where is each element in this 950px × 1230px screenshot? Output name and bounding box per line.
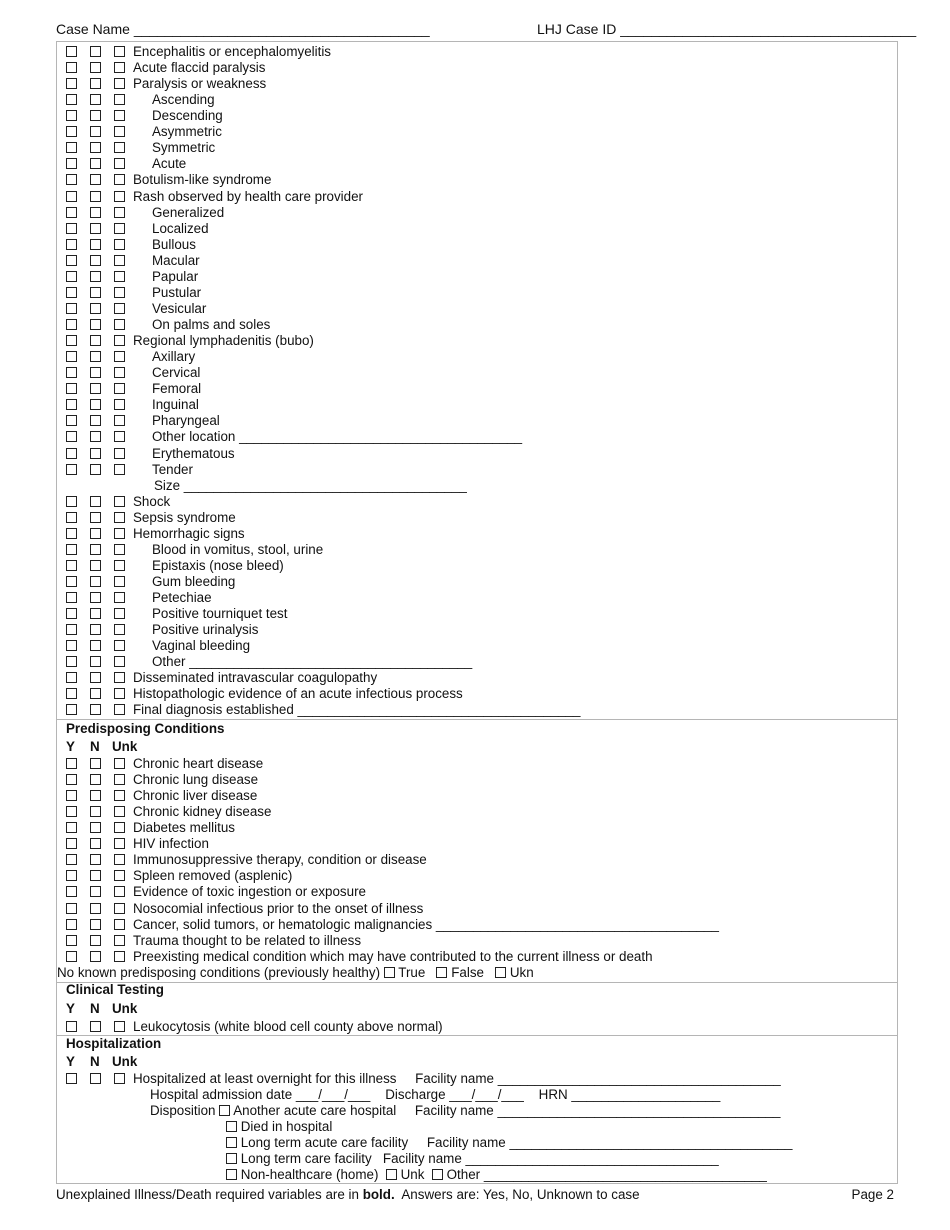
unknown-checkbox[interactable] [114,142,125,153]
unknown-checkbox[interactable] [114,191,125,202]
ynu-n: N [90,1001,100,1016]
clinical-title: Clinical Testing [66,982,164,997]
condition-label: Chronic lung disease [133,772,259,788]
discharge-label: Discharge [385,1087,446,1102]
symptom-label: Paralysis or weakness [133,76,267,92]
condition-label: Nosocomial infectious prior to the onset of illness [133,900,424,916]
yes-checkbox[interactable] [66,142,77,153]
yes-checkbox[interactable] [66,303,77,314]
symptom-label: Symmetric [152,140,216,156]
section-divider [57,982,897,983]
symptom-label: Sepsis syndrome [133,509,236,525]
symptom-label: On palms and soles [152,317,271,333]
unknown-checkbox[interactable] [114,464,125,475]
no-checkbox[interactable] [90,239,101,250]
yes-checkbox[interactable] [66,903,77,914]
acute-care-checkbox[interactable] [219,1105,230,1116]
died-checkbox[interactable] [226,1121,237,1132]
ynu-y: Y [66,1054,75,1069]
no-checkbox[interactable] [90,592,101,603]
unknown-checkbox[interactable] [114,367,125,378]
case-name-label: Case Name [56,21,130,37]
home-checkbox[interactable] [226,1169,237,1180]
condition-label: HIV infection [133,836,209,852]
unknown-checkbox[interactable] [114,431,125,442]
no-checkbox[interactable] [90,367,101,378]
symptom-label: Inguinal [152,397,199,413]
condition-label: Spleen removed (asplenic) [133,868,293,884]
yes-checkbox[interactable] [66,399,77,410]
unknown-checkbox[interactable] [114,790,125,801]
unknown-checkbox[interactable] [114,935,125,946]
no-checkbox[interactable] [90,431,101,442]
ltac-label: Long term acute care facility [240,1135,409,1150]
unknown-checkbox[interactable] [114,239,125,250]
unknown-checkbox[interactable] [114,1073,125,1084]
unknown-checkbox[interactable] [114,383,125,394]
no-checkbox[interactable] [90,758,101,769]
ukn-label: Ukn [509,965,534,980]
unknown-checkbox[interactable] [114,774,125,785]
unknown-checkbox[interactable] [114,303,125,314]
unknown-checkbox[interactable] [114,335,125,346]
condition-label: Chronic heart disease [133,756,264,771]
condition-label: Evidence of toxic ingestion or exposure [133,884,366,900]
unknown-checkbox[interactable] [114,351,125,362]
symptom-label: Macular [152,252,200,268]
unknown-checkbox[interactable] [114,1021,125,1032]
yes-checkbox[interactable] [66,239,77,250]
lhj-case-id-blank[interactable]: ______________________________________ [620,21,917,37]
facility-name-label: Facility name [414,1103,494,1118]
yes-checkbox[interactable] [66,383,77,394]
symptom-label: Final diagnosis established ______________________________________ [133,702,581,718]
no-checkbox[interactable] [90,287,101,298]
no-checkbox[interactable] [90,464,101,475]
symptom-label: Pharyngeal [152,413,220,429]
symptom-label: Other ______________________________________ [152,654,473,670]
unknown-checkbox[interactable] [114,207,125,218]
unknown-checkbox[interactable] [114,822,125,833]
yes-checkbox[interactable] [66,431,77,442]
yes-checkbox[interactable] [66,544,77,555]
case-name-blank[interactable]: ______________________________________ [133,21,430,37]
yes-checkbox[interactable] [66,158,77,169]
unknown-checkbox[interactable] [114,255,125,266]
unknown-checkbox[interactable] [114,271,125,282]
footer-note [56,1187,640,1203]
unknown-checkbox[interactable] [114,592,125,603]
unknown-checkbox[interactable] [114,854,125,865]
discharge-date-blank[interactable]: ___/___/___ [449,1087,524,1102]
symptom-label: Epistaxis (nose bleed) [152,557,284,573]
no-checkbox[interactable] [90,951,101,962]
leukocytosis-label: Leukocytosis (white blood cell county above normal) [133,1019,443,1034]
unknown-checkbox[interactable] [114,62,125,73]
yes-checkbox[interactable] [66,704,77,715]
yes-checkbox[interactable] [66,351,77,362]
unknown-checkbox[interactable] [114,78,125,89]
disposition-died-row [226,1119,332,1135]
yes-checkbox[interactable] [66,560,77,571]
no-checkbox[interactable] [90,640,101,651]
yes-checkbox[interactable] [66,191,77,202]
no-checkbox[interactable] [90,919,101,930]
facility-name-label: Facility name [426,1135,506,1150]
symptom-label: Shock [133,493,171,509]
unknown-checkbox[interactable] [114,624,125,635]
no-checkbox[interactable] [90,223,101,234]
condition-label: Trauma thought to be related to illness [133,932,362,948]
unknown-checkbox[interactable] [114,886,125,897]
disposition-acute-row [150,1103,780,1119]
ynu-unk: Unk [112,1001,138,1016]
no-checkbox[interactable] [90,94,101,105]
admission-date-blank[interactable]: ___/___/___ [295,1087,371,1102]
yes-checkbox[interactable] [66,496,77,507]
home-other-blank[interactable]: ______________________________________ [483,1167,767,1182]
true-checkbox[interactable] [384,967,395,978]
unknown-checkbox[interactable] [114,399,125,410]
no-checkbox[interactable] [90,415,101,426]
yes-checkbox[interactable] [66,94,77,105]
condition-label: Chronic liver disease [133,788,258,804]
no-checkbox[interactable] [90,399,101,410]
no-checkbox[interactable] [90,544,101,555]
yes-checkbox[interactable] [66,838,77,849]
unknown-checkbox[interactable] [114,496,125,507]
acute-care-label: Another acute care hospital [233,1103,397,1118]
yes-checkbox[interactable] [66,448,77,459]
facility-name-blank[interactable]: ______________________________________ [497,1103,781,1118]
unknown-checkbox[interactable] [114,448,125,459]
no-known-label: No known predisposing conditions (previously healthy) [57,965,381,980]
symptom-label: Ascending [152,92,215,108]
no-checkbox[interactable] [90,191,101,202]
unknown-checkbox[interactable] [114,512,125,523]
lhj-case-id-label: LHJ Case ID [537,21,617,37]
yes-checkbox[interactable] [66,46,77,57]
yes-checkbox[interactable] [66,335,77,346]
home-other-label: Other [446,1167,481,1182]
unknown-checkbox[interactable] [114,544,125,555]
no-known-conditions-row [57,965,534,981]
predisposing-title: Predisposing Conditions [66,721,225,736]
no-checkbox[interactable] [90,255,101,266]
ltac-checkbox[interactable] [226,1137,237,1148]
no-checkbox[interactable] [90,576,101,587]
facility-name-blank[interactable]: ______________________________________ [497,1071,781,1086]
unknown-checkbox[interactable] [114,126,125,137]
no-checkbox[interactable] [90,142,101,153]
yes-checkbox[interactable] [66,919,77,930]
unknown-checkbox[interactable] [114,608,125,619]
unknown-checkbox[interactable] [114,951,125,962]
yes-checkbox[interactable] [66,287,77,298]
footer-note-plain: Unexplained Illness/Death required variables are in [56,1187,359,1202]
symptom-label: Pustular [152,284,202,300]
symptom-label: Regional lymphadenitis (bubo) [133,333,314,349]
no-checkbox[interactable] [90,158,101,169]
no-checkbox[interactable] [90,704,101,715]
no-checkbox[interactable] [90,903,101,914]
symptom-label: Erythematous [152,445,235,461]
page-number: Page 2 [851,1187,894,1202]
ynu-y: Y [66,739,75,754]
no-checkbox[interactable] [90,271,101,282]
disposition-ltc-row [226,1151,719,1167]
symptom-label: Size ______________________________________ [154,477,467,493]
condition-label: Cancer, solid tumors, or hematologic malignancies ______________________________________ [133,916,719,932]
facility-name-label: Facility name [415,1071,494,1086]
no-checkbox[interactable] [90,870,101,881]
symptom-label: Asymmetric [152,124,222,140]
condition-label: Preexisting medical condition which may have contributed to the current illness or death [133,948,653,964]
unknown-checkbox[interactable] [114,688,125,699]
unknown-checkbox[interactable] [114,576,125,587]
no-checkbox[interactable] [90,935,101,946]
disposition-home-row [226,1167,767,1183]
condition-label: Immunosuppressive therapy, condition or disease [133,852,427,868]
yes-checkbox[interactable] [66,640,77,651]
symptom-label: Cervical [152,365,201,381]
symptom-label: Histopathologic evidence of an acute infectious process [133,686,463,702]
yes-checkbox[interactable] [66,672,77,683]
yes-checkbox[interactable] [66,951,77,962]
no-checkbox[interactable] [90,774,101,785]
symptom-label: Petechiae [152,590,212,606]
yes-checkbox[interactable] [66,624,77,635]
unknown-checkbox[interactable] [114,758,125,769]
condition-label: Diabetes mellitus [133,820,235,836]
unknown-checkbox[interactable] [114,656,125,667]
yes-checkbox[interactable] [66,854,77,865]
symptom-label: Acute flaccid paralysis [133,60,266,76]
symptom-label: Generalized [152,204,225,220]
home-unk-checkbox[interactable] [386,1169,397,1180]
symptom-label: Papular [152,268,199,284]
symptom-label: Femoral [152,381,202,397]
yes-checkbox[interactable] [66,319,77,330]
yes-checkbox[interactable] [66,207,77,218]
unknown-checkbox[interactable] [114,560,125,571]
symptom-label: Bullous [152,236,196,252]
form-frame [56,41,898,1184]
symptom-label: Axillary [152,349,196,365]
no-checkbox[interactable] [90,560,101,571]
disposition-label: Disposition [150,1103,216,1118]
no-checkbox[interactable] [90,62,101,73]
yes-checkbox[interactable] [66,1073,77,1084]
no-checkbox[interactable] [90,886,101,897]
symptom-label: Gum bleeding [152,573,236,589]
false-label: False [451,965,484,980]
yes-checkbox[interactable] [66,806,77,817]
symptom-label: Botulism-like syndrome [133,172,272,188]
unknown-checkbox[interactable] [114,94,125,105]
no-checkbox[interactable] [90,656,101,667]
unknown-checkbox[interactable] [114,903,125,914]
home-unk-label: Unk [400,1167,425,1182]
no-checkbox[interactable] [90,688,101,699]
ynu-unk: Unk [112,739,138,754]
yes-checkbox[interactable] [66,528,77,539]
no-checkbox[interactable] [90,46,101,57]
false-checkbox[interactable] [436,967,447,978]
no-checkbox[interactable] [90,78,101,89]
yes-checkbox[interactable] [66,656,77,667]
hospitalization-title: Hospitalization [66,1036,162,1051]
disposition-ltac-row [226,1135,792,1151]
no-checkbox[interactable] [90,448,101,459]
ynu-unk: Unk [112,1054,138,1069]
unknown-checkbox[interactable] [114,158,125,169]
home-label: Non-healthcare (home) [240,1167,379,1182]
unknown-checkbox[interactable] [114,838,125,849]
symptom-label: Encephalitis or encephalomyelitis [133,44,331,59]
no-checkbox[interactable] [90,319,101,330]
no-checkbox[interactable] [90,854,101,865]
no-checkbox[interactable] [90,126,101,137]
yes-checkbox[interactable] [66,886,77,897]
ltc-label: Long term care facility [240,1151,372,1166]
yes-checkbox[interactable] [66,870,77,881]
yes-checkbox[interactable] [66,126,77,137]
unknown-checkbox[interactable] [114,319,125,330]
symptom-label: Disseminated intravascular coagulopathy [133,670,378,686]
case-name-field[interactable] [56,21,430,38]
unknown-checkbox[interactable] [114,704,125,715]
no-checkbox[interactable] [90,528,101,539]
symptom-label: Positive tourniquet test [152,606,288,622]
hrn-label: HRN [538,1087,568,1102]
unknown-checkbox[interactable] [114,415,125,426]
yes-checkbox[interactable] [66,688,77,699]
symptom-label: Localized [152,220,209,236]
unknown-checkbox[interactable] [114,174,125,185]
unknown-checkbox[interactable] [114,806,125,817]
hospitalized-text [133,1071,781,1087]
ynu-y: Y [66,1001,75,1016]
admission-row [150,1087,720,1103]
yes-checkbox[interactable] [66,255,77,266]
unknown-checkbox[interactable] [114,870,125,881]
symptom-label: Other location ______________________________________ [152,429,523,445]
yes-checkbox[interactable] [66,271,77,282]
symptom-label: Positive urinalysis [152,622,259,638]
yes-checkbox[interactable] [66,367,77,378]
ynu-n: N [90,1054,100,1069]
yes-checkbox[interactable] [66,464,77,475]
unknown-checkbox[interactable] [114,640,125,651]
yes-checkbox[interactable] [66,608,77,619]
ukn-checkbox[interactable] [495,967,506,978]
no-checkbox[interactable] [90,335,101,346]
hrn-blank[interactable]: ____________________ [571,1087,721,1102]
footer-note-bold: bold. [362,1187,395,1202]
no-checkbox[interactable] [90,174,101,185]
facility-name-blank[interactable]: ______________________________________ [509,1135,793,1150]
yes-checkbox[interactable] [66,78,77,89]
no-checkbox[interactable] [90,512,101,523]
no-checkbox[interactable] [90,790,101,801]
yes-checkbox[interactable] [66,62,77,73]
footer-note-rest: Answers are: Yes, No, Unknown to case [401,1187,640,1202]
yes-checkbox[interactable] [66,415,77,426]
symptom-label: Blood in vomitus, stool, urine [152,541,324,557]
died-label: Died in hospital [240,1119,333,1134]
no-checkbox[interactable] [90,351,101,362]
ynu-n: N [90,739,100,754]
yes-checkbox[interactable] [66,174,77,185]
no-checkbox[interactable] [90,822,101,833]
symptom-label: Descending [152,108,223,124]
unknown-checkbox[interactable] [114,46,125,57]
unknown-checkbox[interactable] [114,919,125,930]
section-divider [57,719,897,720]
home-other-checkbox[interactable] [432,1169,443,1180]
no-checkbox[interactable] [90,624,101,635]
yes-checkbox[interactable] [66,223,77,234]
symptom-label: Rash observed by health care provider [133,188,364,204]
no-checkbox[interactable] [90,672,101,683]
unknown-checkbox[interactable] [114,110,125,121]
ltc-checkbox[interactable] [226,1153,237,1164]
true-label: True [398,965,426,980]
facility-name-label: Facility name [382,1151,462,1166]
yes-checkbox[interactable] [66,822,77,833]
no-checkbox[interactable] [90,303,101,314]
lhj-case-id-field[interactable] [537,21,916,38]
yes-checkbox[interactable] [66,758,77,769]
yes-checkbox[interactable] [66,512,77,523]
ltc-facility-blank[interactable]: __________________________________ [465,1151,719,1166]
no-checkbox[interactable] [90,608,101,619]
yes-checkbox[interactable] [66,576,77,587]
no-checkbox[interactable] [90,838,101,849]
section-divider [57,1035,897,1036]
yes-checkbox[interactable] [66,592,77,603]
yes-checkbox[interactable] [66,790,77,801]
no-checkbox[interactable] [90,383,101,394]
no-checkbox[interactable] [90,1073,101,1084]
yes-checkbox[interactable] [66,1021,77,1032]
unknown-checkbox[interactable] [114,672,125,683]
unknown-checkbox[interactable] [114,287,125,298]
hospitalized-label: Hospitalized at least overnight for this illness [133,1071,397,1086]
no-checkbox[interactable] [90,496,101,507]
no-checkbox[interactable] [90,806,101,817]
symptom-label: Hemorrhagic signs [133,525,245,541]
symptom-label: Vesicular [152,300,207,316]
symptom-label: Vaginal bleeding [152,638,251,654]
symptom-label: Tender [152,461,193,477]
unknown-checkbox[interactable] [114,223,125,234]
no-checkbox[interactable] [90,207,101,218]
admission-date-label: Hospital admission date [150,1087,293,1102]
symptom-label: Acute [152,156,187,172]
no-checkbox[interactable] [90,1021,101,1032]
no-checkbox[interactable] [90,110,101,121]
yes-checkbox[interactable] [66,774,77,785]
condition-label: Chronic kidney disease [133,804,272,820]
unknown-checkbox[interactable] [114,528,125,539]
yes-checkbox[interactable] [66,110,77,121]
yes-checkbox[interactable] [66,935,77,946]
